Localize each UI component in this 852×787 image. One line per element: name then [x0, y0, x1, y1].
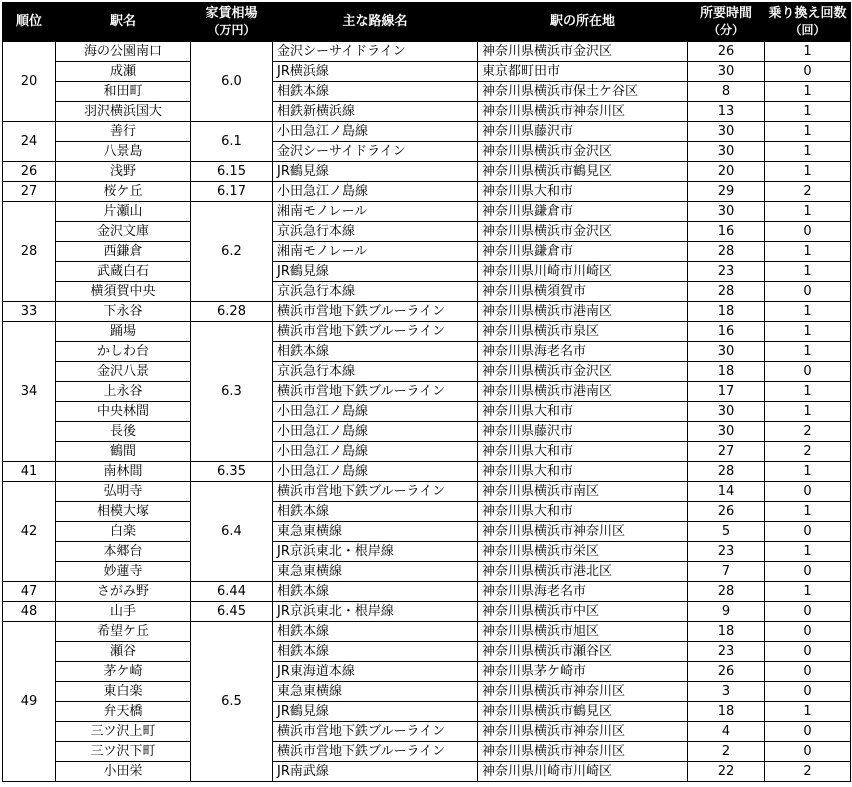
- location-cell: 神奈川県横浜市保土ケ谷区: [478, 82, 688, 102]
- time-cell: 9: [688, 602, 765, 622]
- time-cell: 16: [688, 222, 765, 242]
- time-cell: 18: [688, 622, 765, 642]
- time-cell: 2: [688, 742, 765, 762]
- location-cell: 神奈川県大和市: [478, 182, 688, 202]
- location-cell: 神奈川県横浜市神奈川区: [478, 722, 688, 742]
- station-cell: 踊場: [56, 322, 191, 342]
- station-cell: 上永谷: [56, 382, 191, 402]
- table-row: [3, 102, 851, 122]
- table-row: [3, 682, 851, 702]
- table-row: [3, 82, 851, 102]
- line-cell: 東急東横線: [273, 562, 478, 582]
- transfers-cell: 0: [765, 742, 851, 762]
- transfers-cell: 1: [765, 502, 851, 522]
- station-cell: 南林間: [56, 462, 191, 482]
- table-row: [3, 382, 851, 402]
- line-cell: JR京浜東北・根岸線: [273, 542, 478, 562]
- line-cell: JR東海道本線: [273, 662, 478, 682]
- time-cell: 30: [688, 342, 765, 362]
- transfers-cell: 2: [765, 762, 851, 782]
- transfers-cell: 1: [765, 382, 851, 402]
- location-cell: 東京都町田市: [478, 62, 688, 82]
- transfers-cell: 0: [765, 602, 851, 622]
- line-cell: JR南武線: [273, 762, 478, 782]
- transfers-cell: 1: [765, 262, 851, 282]
- table-row: [3, 182, 851, 202]
- location-cell: 神奈川県横浜市鶴見区: [478, 162, 688, 182]
- location-cell: 神奈川県横浜市南区: [478, 482, 688, 502]
- table-row: [3, 122, 851, 142]
- transfers-cell: 0: [765, 62, 851, 82]
- station-cell: 長後: [56, 422, 191, 442]
- time-cell: 30: [688, 62, 765, 82]
- station-cell: 西鎌倉: [56, 242, 191, 262]
- time-cell: 30: [688, 202, 765, 222]
- header-line: 主な路線名: [273, 3, 478, 42]
- time-cell: 23: [688, 262, 765, 282]
- header-location: 駅の所在地: [478, 3, 688, 42]
- time-cell: 7: [688, 562, 765, 582]
- table-row: [3, 322, 851, 342]
- table-row: [3, 642, 851, 662]
- table-row: [3, 522, 851, 542]
- rent-ranking-table: [2, 2, 851, 782]
- line-cell: 小田急江ノ島線: [273, 182, 478, 202]
- line-cell: 京浜急行本線: [273, 362, 478, 382]
- table-row: [3, 502, 851, 522]
- table-row: [3, 462, 851, 482]
- station-cell: 鶴間: [56, 442, 191, 462]
- table-row: [3, 402, 851, 422]
- table-row: [3, 142, 851, 162]
- header-transfers: 乗り換え回数 （回）: [765, 3, 851, 42]
- transfers-cell: 1: [765, 82, 851, 102]
- location-cell: 神奈川県横浜市旭区: [478, 622, 688, 642]
- location-cell: 神奈川県大和市: [478, 462, 688, 482]
- table-row: [3, 222, 851, 242]
- line-cell: 相鉄本線: [273, 82, 478, 102]
- table-row: [3, 622, 851, 642]
- station-cell: 三ツ沢上町: [56, 722, 191, 742]
- location-cell: 神奈川県横浜市金沢区: [478, 42, 688, 62]
- line-cell: 横浜市営地下鉄ブルーライン: [273, 302, 478, 322]
- time-cell: 22: [688, 762, 765, 782]
- location-cell: 神奈川県川崎市川崎区: [478, 262, 688, 282]
- line-cell: 金沢シーサイドライン: [273, 42, 478, 62]
- line-cell: 相鉄新横浜線: [273, 102, 478, 122]
- location-cell: 神奈川県横浜市港南区: [478, 382, 688, 402]
- table-row: [3, 482, 851, 502]
- transfers-cell: 1: [765, 242, 851, 262]
- location-cell: 神奈川県横浜市神奈川区: [478, 682, 688, 702]
- location-cell: 神奈川県横浜市中区: [478, 602, 688, 622]
- table-row: [3, 162, 851, 182]
- table-row: [3, 762, 851, 782]
- location-cell: 神奈川県大和市: [478, 502, 688, 522]
- station-cell: 相模大塚: [56, 502, 191, 522]
- location-cell: 神奈川県横浜市港北区: [478, 562, 688, 582]
- line-cell: 湘南モノレール: [273, 242, 478, 262]
- station-cell: さがみ野: [56, 582, 191, 602]
- station-cell: 妙蓮寺: [56, 562, 191, 582]
- table-row: [3, 62, 851, 82]
- station-cell: 本郷台: [56, 542, 191, 562]
- table-row: [3, 282, 851, 302]
- rank-cell: 26: [3, 162, 56, 182]
- location-cell: 神奈川県横須賀市: [478, 282, 688, 302]
- transfers-cell: 0: [765, 682, 851, 702]
- station-cell: 横須賀中央: [56, 282, 191, 302]
- station-cell: 成瀬: [56, 62, 191, 82]
- line-cell: 小田急江ノ島線: [273, 462, 478, 482]
- table-row: [3, 262, 851, 282]
- station-cell: 東白楽: [56, 682, 191, 702]
- line-cell: 小田急江ノ島線: [273, 442, 478, 462]
- location-cell: 神奈川県横浜市金沢区: [478, 362, 688, 382]
- transfers-cell: 0: [765, 622, 851, 642]
- transfers-cell: 1: [765, 142, 851, 162]
- rent-cell: 6.35: [191, 462, 273, 482]
- line-cell: 京浜急行本線: [273, 222, 478, 242]
- time-cell: 28: [688, 462, 765, 482]
- line-cell: JR京浜東北・根岸線: [273, 602, 478, 622]
- line-cell: 横浜市営地下鉄ブルーライン: [273, 482, 478, 502]
- transfers-cell: 0: [765, 562, 851, 582]
- table-row: [3, 442, 851, 462]
- station-cell: 武蔵白石: [56, 262, 191, 282]
- line-cell: 小田急江ノ島線: [273, 402, 478, 422]
- rank-cell: 41: [3, 462, 56, 482]
- time-cell: 27: [688, 442, 765, 462]
- line-cell: JR横浜線: [273, 62, 478, 82]
- location-cell: 神奈川県横浜市鶴見区: [478, 702, 688, 722]
- station-cell: 山手: [56, 602, 191, 622]
- table-row: [3, 42, 851, 62]
- table-row: [3, 662, 851, 682]
- station-cell: 小田栄: [56, 762, 191, 782]
- rent-cell: 6.15: [191, 162, 273, 182]
- table-row: [3, 242, 851, 262]
- time-cell: 23: [688, 542, 765, 562]
- table-row: [3, 342, 851, 362]
- station-cell: 瀬谷: [56, 642, 191, 662]
- header-row: [3, 3, 851, 42]
- transfers-cell: 1: [765, 42, 851, 62]
- table-row: [3, 582, 851, 602]
- station-cell: 三ツ沢下町: [56, 742, 191, 762]
- time-cell: 29: [688, 182, 765, 202]
- time-cell: 16: [688, 322, 765, 342]
- line-cell: 横浜市営地下鉄ブルーライン: [273, 322, 478, 342]
- line-cell: 京浜急行本線: [273, 282, 478, 302]
- location-cell: 神奈川県藤沢市: [478, 422, 688, 442]
- rank-cell: 28: [3, 202, 56, 302]
- line-cell: 小田急江ノ島線: [273, 122, 478, 142]
- station-cell: 金沢八景: [56, 362, 191, 382]
- location-cell: 神奈川県海老名市: [478, 582, 688, 602]
- time-cell: 28: [688, 282, 765, 302]
- rank-cell: 24: [3, 122, 56, 162]
- table-row: [3, 422, 851, 442]
- line-cell: 東急東横線: [273, 682, 478, 702]
- transfers-cell: 1: [765, 122, 851, 142]
- transfers-cell: 2: [765, 442, 851, 462]
- line-cell: 金沢シーサイドライン: [273, 142, 478, 162]
- rank-cell: 48: [3, 602, 56, 622]
- time-cell: 30: [688, 422, 765, 442]
- rent-cell: 6.4: [191, 482, 273, 582]
- rent-cell: 6.2: [191, 202, 273, 302]
- rent-cell: 6.44: [191, 582, 273, 602]
- station-cell: 片瀬山: [56, 202, 191, 222]
- time-cell: 26: [688, 42, 765, 62]
- transfers-cell: 1: [765, 342, 851, 362]
- table-row: [3, 722, 851, 742]
- rent-cell: 6.28: [191, 302, 273, 322]
- location-cell: 神奈川県鎌倉市: [478, 202, 688, 222]
- transfers-cell: 2: [765, 182, 851, 202]
- station-cell: 弘明寺: [56, 482, 191, 502]
- table-row: [3, 562, 851, 582]
- table-row: [3, 302, 851, 322]
- location-cell: 神奈川県茅ケ崎市: [478, 662, 688, 682]
- line-cell: 相鉄本線: [273, 502, 478, 522]
- line-cell: 相鉄本線: [273, 642, 478, 662]
- time-cell: 30: [688, 402, 765, 422]
- station-cell: 白楽: [56, 522, 191, 542]
- transfers-cell: 0: [765, 522, 851, 542]
- rank-cell: 27: [3, 182, 56, 202]
- rent-cell: 6.5: [191, 622, 273, 782]
- line-cell: 東急東横線: [273, 522, 478, 542]
- time-cell: 17: [688, 382, 765, 402]
- transfers-cell: 1: [765, 322, 851, 342]
- transfers-cell: 0: [765, 482, 851, 502]
- table-row: [3, 742, 851, 762]
- table-body: [3, 42, 851, 782]
- location-cell: 神奈川県横浜市瀬谷区: [478, 642, 688, 662]
- time-cell: 23: [688, 642, 765, 662]
- location-cell: 神奈川県藤沢市: [478, 122, 688, 142]
- location-cell: 神奈川県横浜市金沢区: [478, 222, 688, 242]
- station-cell: かしわ台: [56, 342, 191, 362]
- location-cell: 神奈川県横浜市神奈川区: [478, 102, 688, 122]
- station-cell: 浅野: [56, 162, 191, 182]
- table-row: [3, 542, 851, 562]
- time-cell: 3: [688, 682, 765, 702]
- rent-cell: 6.17: [191, 182, 273, 202]
- line-cell: 横浜市営地下鉄ブルーライン: [273, 382, 478, 402]
- header-rank: 順位: [3, 3, 56, 42]
- time-cell: 18: [688, 702, 765, 722]
- line-cell: 湘南モノレール: [273, 202, 478, 222]
- rank-cell: 49: [3, 622, 56, 782]
- rent-cell: 6.45: [191, 602, 273, 622]
- time-cell: 20: [688, 162, 765, 182]
- location-cell: 神奈川県大和市: [478, 442, 688, 462]
- time-cell: 8: [688, 82, 765, 102]
- table-row: [3, 202, 851, 222]
- transfers-cell: 1: [765, 202, 851, 222]
- rank-cell: 34: [3, 322, 56, 462]
- header-rent: 家賃相場 （万円）: [191, 3, 273, 42]
- location-cell: 神奈川県横浜市神奈川区: [478, 742, 688, 762]
- time-cell: 13: [688, 102, 765, 122]
- line-cell: 横浜市営地下鉄ブルーライン: [273, 722, 478, 742]
- transfers-cell: 2: [765, 422, 851, 442]
- time-cell: 28: [688, 582, 765, 602]
- rank-cell: 20: [3, 42, 56, 122]
- location-cell: 神奈川県横浜市栄区: [478, 542, 688, 562]
- line-cell: 小田急江ノ島線: [273, 422, 478, 442]
- location-cell: 神奈川県海老名市: [478, 342, 688, 362]
- location-cell: 神奈川県横浜市神奈川区: [478, 522, 688, 542]
- location-cell: 神奈川県横浜市金沢区: [478, 142, 688, 162]
- time-cell: 30: [688, 122, 765, 142]
- location-cell: 神奈川県横浜市港南区: [478, 302, 688, 322]
- station-cell: 中央林間: [56, 402, 191, 422]
- time-cell: 14: [688, 482, 765, 502]
- table-row: [3, 362, 851, 382]
- transfers-cell: 1: [765, 462, 851, 482]
- line-cell: 横浜市営地下鉄ブルーライン: [273, 742, 478, 762]
- time-cell: 18: [688, 362, 765, 382]
- station-cell: 金沢文庫: [56, 222, 191, 242]
- transfers-cell: 0: [765, 662, 851, 682]
- station-cell: 桜ケ丘: [56, 182, 191, 202]
- time-cell: 4: [688, 722, 765, 742]
- time-cell: 26: [688, 502, 765, 522]
- transfers-cell: 0: [765, 722, 851, 742]
- time-cell: 18: [688, 302, 765, 322]
- line-cell: 相鉄本線: [273, 342, 478, 362]
- station-cell: 海の公園南口: [56, 42, 191, 62]
- line-cell: JR鶴見線: [273, 162, 478, 182]
- transfers-cell: 1: [765, 302, 851, 322]
- rent-cell: 6.0: [191, 42, 273, 122]
- rent-cell: 6.1: [191, 122, 273, 162]
- line-cell: JR鶴見線: [273, 702, 478, 722]
- location-cell: 神奈川県横浜市泉区: [478, 322, 688, 342]
- location-cell: 神奈川県大和市: [478, 402, 688, 422]
- location-cell: 神奈川県鎌倉市: [478, 242, 688, 262]
- station-cell: 善行: [56, 122, 191, 142]
- line-cell: 相鉄本線: [273, 622, 478, 642]
- line-cell: JR鶴見線: [273, 262, 478, 282]
- rank-cell: 42: [3, 482, 56, 582]
- time-cell: 28: [688, 242, 765, 262]
- time-cell: 30: [688, 142, 765, 162]
- line-cell: 相鉄本線: [273, 582, 478, 602]
- transfers-cell: 1: [765, 542, 851, 562]
- station-cell: 和田町: [56, 82, 191, 102]
- transfers-cell: 0: [765, 642, 851, 662]
- transfers-cell: 1: [765, 102, 851, 122]
- transfers-cell: 1: [765, 402, 851, 422]
- transfers-cell: 0: [765, 222, 851, 242]
- rank-cell: 47: [3, 582, 56, 602]
- station-cell: 下永谷: [56, 302, 191, 322]
- header-time: 所要時間 （分）: [688, 3, 765, 42]
- transfers-cell: 0: [765, 282, 851, 302]
- rank-cell: 33: [3, 302, 56, 322]
- transfers-cell: 1: [765, 582, 851, 602]
- station-cell: 羽沢横浜国大: [56, 102, 191, 122]
- time-cell: 26: [688, 662, 765, 682]
- table-row: [3, 702, 851, 722]
- time-cell: 5: [688, 522, 765, 542]
- transfers-cell: 1: [765, 702, 851, 722]
- location-cell: 神奈川県川崎市川崎区: [478, 762, 688, 782]
- header-station: 駅名: [56, 3, 191, 42]
- rent-cell: 6.3: [191, 322, 273, 462]
- transfers-cell: 0: [765, 362, 851, 382]
- table-row: [3, 602, 851, 622]
- station-cell: 茅ケ崎: [56, 662, 191, 682]
- transfers-cell: 1: [765, 162, 851, 182]
- station-cell: 弁天橋: [56, 702, 191, 722]
- station-cell: 八景島: [56, 142, 191, 162]
- station-cell: 希望ケ丘: [56, 622, 191, 642]
